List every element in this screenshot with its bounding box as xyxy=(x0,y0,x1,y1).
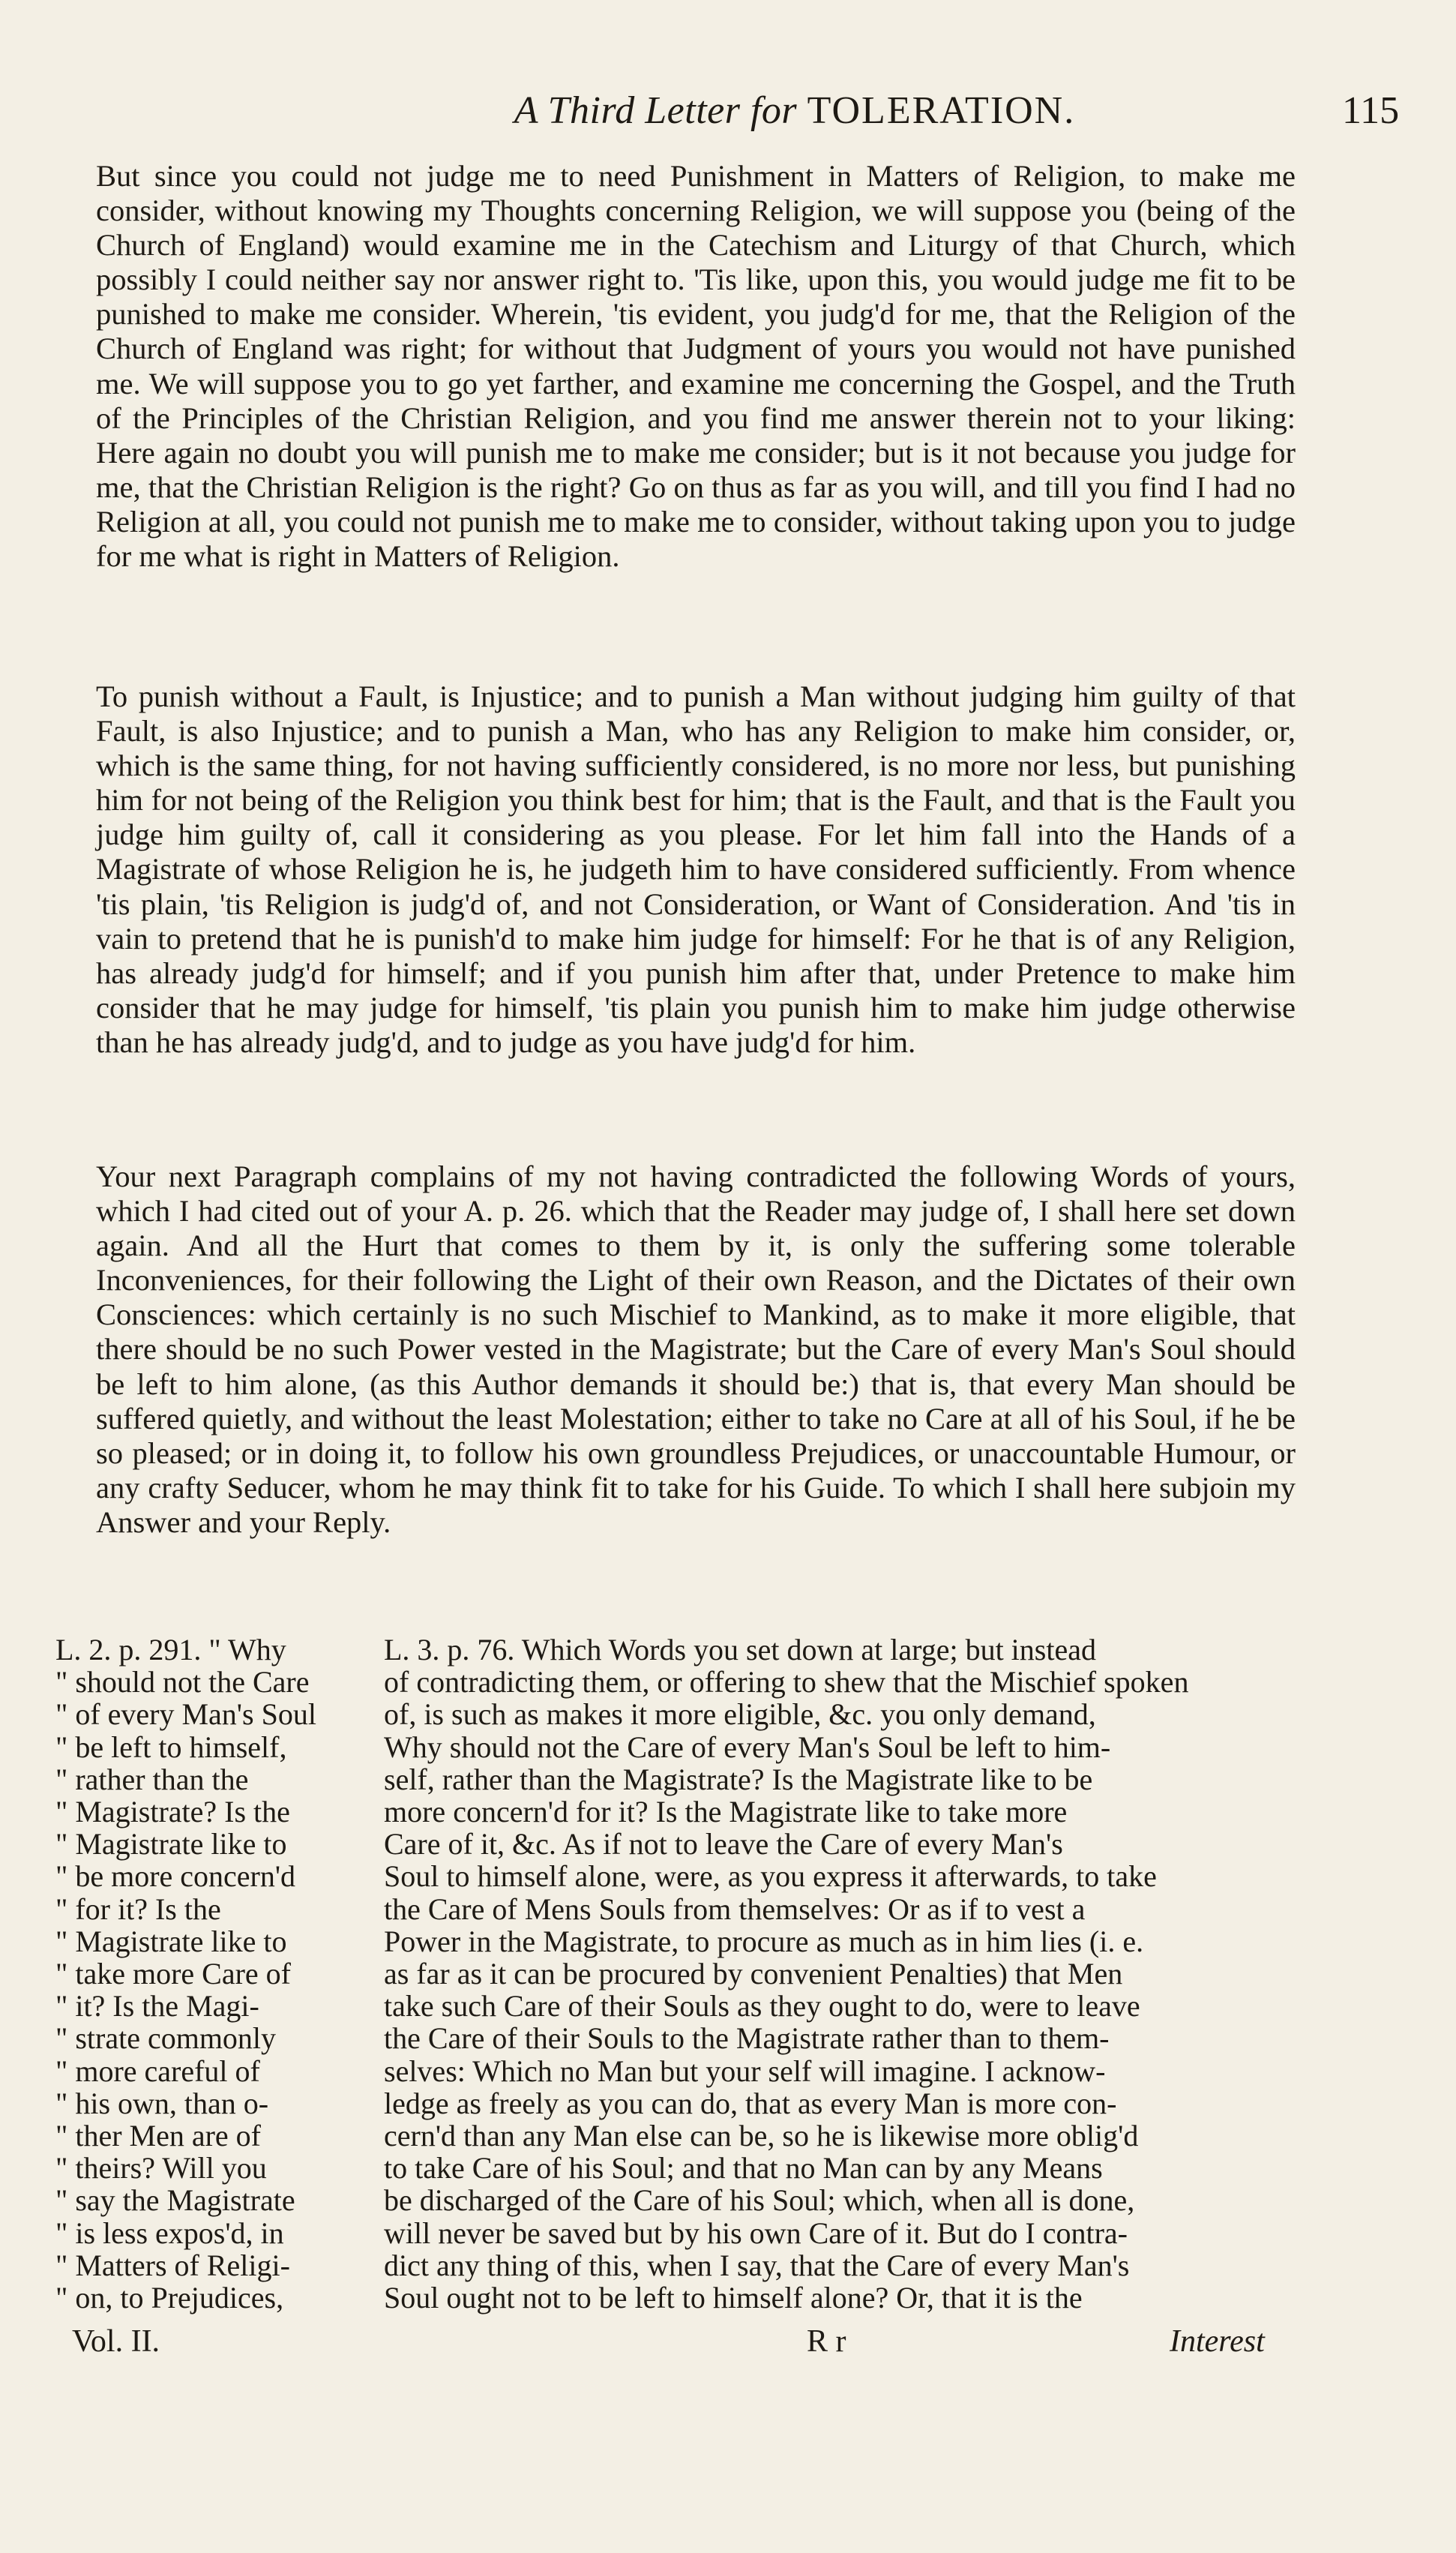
left-column-line: " strate commonly xyxy=(55,2021,277,2056)
right-column-line: Power in the Magistrate, to procure as much as in him lies (i. e. xyxy=(384,1924,1144,1958)
left-column-line: " should not the Care xyxy=(55,1665,310,1700)
left-column-line: " Magistrate like to xyxy=(55,1924,287,1958)
right-column-line: as far as it can be procured by convenient Penalties) that Men xyxy=(384,1957,1123,1991)
right-column-line: Soul ought not to be left to himself alone? Or, that it is the xyxy=(384,2281,1083,2315)
left-column-line: " of every Man's Soul xyxy=(55,1697,316,1732)
running-head xyxy=(0,88,1456,148)
running-title-italic: A Third Letter for xyxy=(514,89,807,132)
left-column-quotation xyxy=(55,1634,355,2314)
left-column-line: " more careful of xyxy=(55,2054,260,2088)
body-paragraph-3: Your next Paragraph complains of my not having contradicted the following Words of yours, which I had cited out of your A. p. 26. which that the Reader may judge of, I shall here set down again. And all the Hurt that comes to them by it, is only the suffering some tolerable Inconveniences, for their following the Light of their own Reason, and the Dictates of their own Consciences: which certainly is no such Mischief to Mankind, as to make it more eligible, that there should be no such Power vested in the Magistrate; but the Care of every Man's Soul should be left to him alone, (as this Author demands it should be:) that is, that every Man should be suffered quietly, and without the least Molestation; either to take no Care at all of his Soul, if he be so pleased; or in doing it, to follow his own groundless Prejudices, or unaccountable Humour, or any crafty Seducer, whom he may think fit to take for his Guide. To which I shall here subjoin my Answer and your Reply. xyxy=(96,1160,1296,1539)
right-column-line: dict any thing of this, when I say, that the Care of every Man's xyxy=(384,2248,1130,2282)
left-column-line: " take more Care of xyxy=(55,1957,291,1991)
right-column-line: of, is such as makes it more eligible, &c. you only demand, xyxy=(384,1697,1096,1732)
left-column-line: " it? Is the Magi- xyxy=(55,1989,259,2024)
right-column-line: of contradicting them, or offering to shew that the Mischief spoken xyxy=(384,1665,1189,1700)
right-column-line: Soul to himself alone, were, as you express it afterwards, to take xyxy=(384,1859,1157,1894)
left-column-line: " theirs? Will you xyxy=(55,2151,267,2186)
right-column-line: Care of it, &c. As if not to leave the Care of every Man's xyxy=(384,1827,1063,1862)
left-column-line: " is less expos'd, in xyxy=(55,2216,284,2250)
left-column-line: " Magistrate like to xyxy=(55,1827,287,1862)
body-paragraph-2: To punish without a Fault, is Injustice; and to punish a Man without judging him guilty of that Fault, is also Injustice; and to punish a Man, who has any Religion to make him consider, or, which is the same thing, for not having sufficiently considered, is no more nor less, but punishing him for not being of the Religion you think best for him; that is the Fault, and that is the Fault you judge him guilty of, call it considering as you please. For let him fall into the Hands of a Magistrate of whose Religion he is, he judgeth him to have considered sufficiently. From whence 'tis plain, 'tis Religion is judg'd of, and not Consideration, or Want of Consideration. And 'tis in vain to pretend that he is punish'd to make him judge for himself: For he that is of any Religion, has already judg'd for himself; and if you punish him after that, under Pretence to make him consider that he may judge for himself, 'tis plain you punish him to make him judge otherwise than he has already judg'd, and to judge as you have judg'd for him. xyxy=(96,680,1296,1059)
right-column-line: more concern'd for it? Is the Magistrate like to take more xyxy=(384,1795,1068,1829)
right-column-line: self, rather than the Magistrate? Is the Magistrate like to be xyxy=(384,1762,1093,1796)
left-column-line: " for it? Is the xyxy=(55,1892,221,1926)
catchword: Interest xyxy=(1170,2324,1265,2359)
left-column-line: " be left to himself, xyxy=(55,1730,287,1764)
running-title xyxy=(375,88,1215,133)
right-column-line: the Care of their Souls to the Magistrate rather than to them- xyxy=(384,2021,1110,2056)
right-column-line: be discharged of the Care of his Soul; which, when all is done, xyxy=(384,2183,1135,2218)
right-column-line: will never be saved but by his own Care of it. But do I contra- xyxy=(384,2216,1128,2250)
left-column-line: " rather than the xyxy=(55,1762,249,1796)
left-column-line: " his own, than o- xyxy=(55,2086,269,2120)
right-column-reply xyxy=(384,1634,1284,2314)
running-title-caps: TOLERATION. xyxy=(807,89,1076,132)
left-column-line: L. 2. p. 291. " Why xyxy=(55,1633,286,1666)
page-footer xyxy=(0,2324,1456,2368)
right-column-line: to take Care of his Soul; and that no Man can by any Means xyxy=(384,2151,1103,2186)
left-column-line: " Matters of Religi- xyxy=(55,2248,290,2282)
left-column-line: " on, to Prejudices, xyxy=(55,2281,284,2315)
page-number: 115 xyxy=(1342,89,1400,132)
left-column-line: " be more concern'd xyxy=(55,1859,296,1894)
right-column-line: L. 3. p. 76. Which Words you set down at large; but instead xyxy=(384,1633,1096,1666)
body-paragraph-1: But since you could not judge me to need Punishment in Matters of Religion, to make me consider, without knowing my Thoughts concerning Religion, we will suppose you (being of the Church of England) would examine me in the Catechism and Liturgy of that Church, which possibly I could neither say nor answer right to. 'Tis like, upon this, you would judge me fit to be punished to make me consider. Wherein, 'tis evident, you judg'd for me, that the Religion of the Church of England was right; for without that Judgment of yours you would not have punished me. We will suppose you to go yet farther, and examine me concerning the Gospel, and the Truth of the Principles of the Christian Religion, and you find me answer therein not to your liking: Here again no doubt you will punish me to make me consider; but is it not because you judge for me, that the Christian Religion is the right? Go on thus as far as you will, and till you find I had no Religion at all, you could not punish me to make me to consider, without taking upon you to judge for me what is right in Matters of Religion. xyxy=(96,159,1296,574)
right-column-line: ledge as freely as you can do, that as every Man is more con- xyxy=(384,2086,1117,2120)
left-column-line: " Magistrate? Is the xyxy=(55,1795,290,1829)
right-column-line: cern'd than any Man else can be, so he is likewise more oblig'd xyxy=(384,2119,1139,2153)
left-column-line: " ther Men are of xyxy=(55,2119,261,2153)
left-column-line: " say the Magistrate xyxy=(55,2183,295,2218)
volume-signature: Vol. II. xyxy=(72,2324,160,2359)
right-column-line: selves: Which no Man but your self will imagine. I acknow- xyxy=(384,2054,1106,2088)
right-column-line: Why should not the Care of every Man's Soul be left to him- xyxy=(384,1730,1111,1764)
right-column-line: take such Care of their Souls as they ought to do, were to leave xyxy=(384,1989,1140,2024)
right-column-line: the Care of Mens Souls from themselves: Or as if to vest a xyxy=(384,1892,1086,1926)
signature-mark: R r xyxy=(807,2324,846,2359)
